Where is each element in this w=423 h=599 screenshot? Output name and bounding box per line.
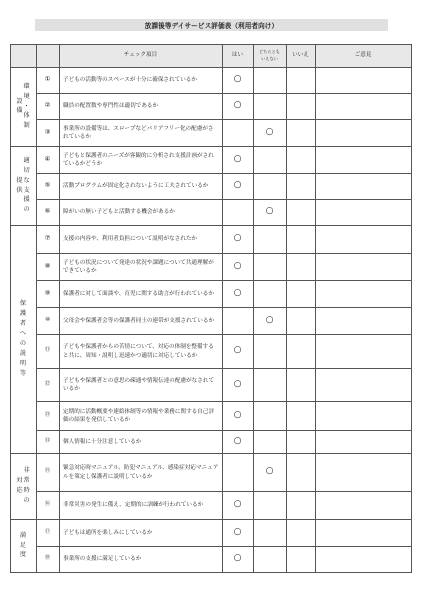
item-number: ③	[44, 127, 51, 136]
grid-line	[36, 368, 412, 369]
answer-yes-cell[interactable]	[222, 334, 253, 368]
answer-yes-cell[interactable]	[222, 146, 253, 173]
grid-line	[411, 44, 412, 573]
item-number: ⑪	[44, 347, 51, 354]
item-number: ④	[44, 154, 51, 163]
comment-cell[interactable]	[315, 519, 411, 546]
check-item-text: 事業所の設備等は、スロープなどバリアフリー化の配慮がされているか	[63, 125, 214, 140]
answer-neutral-cell[interactable]	[253, 491, 286, 519]
grid-line	[36, 199, 412, 200]
circle-mark-icon: ○	[265, 126, 274, 137]
grid-line	[10, 67, 412, 68]
answer-neutral-cell[interactable]	[253, 334, 286, 368]
grid-line	[36, 93, 412, 94]
category-sublabel: 適 切 な 支 援 の	[23, 156, 30, 214]
grid-line	[222, 44, 223, 573]
answer-no-cell[interactable]	[286, 491, 315, 519]
grid-line	[36, 119, 412, 120]
answer-no-cell[interactable]	[286, 93, 315, 119]
grid-line	[36, 307, 412, 308]
check-item-text: 子どもの活動等のスペースが十分に確保されているか	[63, 77, 197, 84]
comment-cell[interactable]	[315, 280, 411, 307]
comment-cell[interactable]	[315, 199, 411, 225]
answer-neutral-cell[interactable]	[253, 146, 286, 173]
check-item-text: 職員の配置数や専門性は適切であるか	[63, 103, 159, 110]
grid-line	[10, 44, 412, 45]
circle-mark-icon: ○	[233, 526, 242, 537]
circle-mark-icon: ○	[233, 233, 242, 244]
grid-line	[36, 253, 412, 254]
circle-mark-icon: ○	[233, 499, 242, 510]
grid-line	[10, 519, 412, 520]
answer-neutral-cell[interactable]	[253, 519, 286, 546]
answer-neutral-cell[interactable]	[253, 199, 286, 225]
answer-yes-cell[interactable]	[222, 546, 253, 572]
circle-mark-icon: ○	[233, 435, 242, 446]
check-item-text: 子どもの状況について発達の状況や課題について共通理解ができているか	[63, 259, 214, 274]
grid-line	[36, 280, 412, 281]
circle-mark-icon: ○	[233, 153, 242, 164]
answer-no-cell[interactable]	[286, 430, 315, 453]
comment-cell[interactable]	[315, 401, 411, 430]
circle-mark-icon: ○	[265, 206, 274, 217]
circle-mark-icon: ○	[233, 345, 242, 356]
category-label: 設 備	[16, 97, 23, 115]
comment-cell[interactable]	[315, 67, 411, 93]
check-item-text: 非常災害の発生に備え、定期的に訓練が行われているか	[63, 502, 204, 509]
answer-neutral-cell[interactable]	[253, 430, 286, 453]
grid-line	[36, 430, 412, 431]
grid-line	[10, 453, 412, 454]
comment-cell[interactable]	[315, 453, 411, 491]
comment-cell[interactable]	[315, 368, 411, 401]
item-number: ②	[44, 101, 51, 110]
circle-mark-icon: ○	[233, 180, 242, 191]
answer-yes-cell[interactable]	[222, 453, 253, 491]
grid-line	[59, 44, 60, 573]
category-cell	[10, 519, 36, 572]
item-number: ⑬	[44, 411, 51, 418]
answer-yes-cell[interactable]	[222, 401, 253, 430]
grid-line	[10, 146, 412, 147]
category-label: 満 足 度	[19, 531, 27, 559]
grid-line	[286, 44, 287, 573]
category-label: 提 供	[16, 176, 23, 194]
check-item-text: 定期的に活動概要や連絡体制等の情報や業務に関する自己評価の結果を発信しているか	[63, 408, 215, 423]
answer-no-cell[interactable]	[286, 146, 315, 173]
answer-neutral-cell[interactable]	[253, 307, 286, 334]
grid-line	[36, 491, 412, 492]
circle-mark-icon: ○	[233, 260, 242, 271]
category-label: 保 護 者 へ の 説 明 等	[19, 300, 27, 377]
check-item-text: 緊急対応時マニュアル、防犯マニュアル、感染症対応マニュアルを策定し保護者に説明しているか	[63, 465, 219, 480]
circle-mark-icon: ○	[233, 287, 242, 298]
comment-cell[interactable]	[315, 119, 411, 146]
check-item-text: 子どもや保護者との意思の疎通や情報伝達の配慮がなされているか	[63, 377, 215, 392]
answer-yes-cell[interactable]	[222, 280, 253, 307]
grid-line	[36, 44, 37, 573]
answer-no-cell[interactable]	[286, 199, 315, 225]
title-text: 放課後等デイサービス評価表（利用者向け）	[35, 19, 388, 31]
category-cell	[10, 67, 36, 146]
item-number: ⑥	[44, 207, 51, 216]
check-item-text: 障がいの無い子どもと活動する機会があるか	[63, 209, 175, 216]
item-number: ⑰	[44, 528, 51, 535]
check-item-text: 事業所の支援に満足しているか	[63, 556, 142, 563]
circle-mark-icon: ○	[233, 100, 242, 111]
comment-cell[interactable]	[315, 93, 411, 119]
comment-cell[interactable]	[315, 491, 411, 519]
item-number: ⑨	[44, 288, 51, 297]
header-yes: はい	[222, 44, 253, 67]
category-sublabel: 非 常 時 の	[23, 467, 30, 504]
check-item-text: 子どもは通所を楽しみにしているか	[63, 529, 153, 536]
circle-mark-icon: ○	[233, 74, 242, 85]
answer-neutral-cell[interactable]	[253, 173, 286, 199]
category-cell	[10, 225, 36, 453]
check-item-text: 保護者に対して面談や、育児に関する助言が行われているか	[63, 290, 214, 297]
answer-neutral-cell[interactable]	[253, 67, 286, 93]
answer-yes-cell[interactable]	[222, 491, 253, 519]
answer-no-cell[interactable]	[286, 519, 315, 546]
comment-cell[interactable]	[315, 307, 411, 334]
answer-yes-cell[interactable]	[222, 93, 253, 119]
answer-no-cell[interactable]	[286, 225, 315, 253]
answer-neutral-cell[interactable]	[253, 225, 286, 253]
grid-line	[36, 401, 412, 402]
answer-no-cell[interactable]	[286, 453, 315, 491]
comment-cell[interactable]	[315, 546, 411, 572]
category-label: 対 応	[16, 477, 23, 494]
answer-neutral-cell[interactable]	[253, 253, 286, 280]
item-number: ⑧	[44, 261, 51, 270]
header-comment: ご意見	[315, 44, 411, 67]
answer-yes-cell[interactable]	[222, 67, 253, 93]
circle-mark-icon: ○	[233, 553, 242, 564]
answer-no-cell[interactable]	[286, 67, 315, 93]
comment-cell[interactable]	[315, 430, 411, 453]
answer-yes-cell[interactable]	[222, 519, 253, 546]
answer-no-cell[interactable]	[286, 253, 315, 280]
circle-mark-icon: ○	[265, 466, 274, 477]
answer-yes-cell[interactable]	[222, 430, 253, 453]
answer-neutral-cell[interactable]	[253, 93, 286, 119]
item-number: ⑭	[44, 437, 51, 444]
answer-yes-cell[interactable]	[222, 119, 253, 146]
grid-line	[10, 572, 412, 573]
answer-no-cell[interactable]	[286, 280, 315, 307]
comment-cell[interactable]	[315, 225, 411, 253]
answer-yes-cell[interactable]	[222, 173, 253, 199]
header-blank-cell	[10, 44, 59, 67]
check-item-text: 父母会や保護者会等の保護者同士の連帯が支援されているか	[63, 317, 215, 324]
check-item-text: 子どもと保護者のニーズが客観的に分析され支援計画がされているかどうか	[63, 152, 214, 167]
answer-yes-cell[interactable]	[222, 253, 253, 280]
grid-line	[36, 173, 412, 174]
answer-neutral-cell[interactable]	[253, 368, 286, 401]
item-number: ⑩	[45, 316, 50, 323]
answer-no-cell[interactable]	[286, 307, 315, 334]
header-no: いいえ	[286, 44, 315, 67]
item-number: ⑦	[44, 234, 51, 243]
grid-line	[36, 334, 412, 335]
category-cell	[10, 453, 36, 519]
answer-neutral-cell[interactable]	[253, 453, 286, 491]
item-number: ⑯	[44, 501, 51, 508]
check-item-text: 活動プログラムが固定化されないように工夫されているか	[63, 183, 209, 190]
check-item-text: 子どもや保護者からの苦情について、対応の体制を整備すると共に、周知・説明し迅速かつ適切に対応しているか	[63, 344, 214, 359]
check-item-text: 個人情報に十分注意しているか	[63, 438, 142, 445]
answer-neutral-cell[interactable]	[253, 401, 286, 430]
comment-cell[interactable]	[315, 253, 411, 280]
grid-line	[10, 44, 11, 573]
answer-no-cell[interactable]	[286, 173, 315, 199]
header-neutral: どちらとも いえない	[253, 44, 286, 67]
comment-cell[interactable]	[315, 173, 411, 199]
answer-yes-cell[interactable]	[222, 225, 253, 253]
comment-cell[interactable]	[315, 334, 411, 368]
grid-line	[36, 546, 412, 547]
answer-yes-cell[interactable]	[222, 368, 253, 401]
category-cell	[10, 146, 36, 225]
item-number: ⑱	[44, 555, 51, 562]
answer-yes-cell[interactable]	[222, 307, 253, 334]
answer-no-cell[interactable]	[286, 546, 315, 572]
category-sublabel: 環 境 ・ 体 制	[23, 82, 30, 130]
answer-neutral-cell[interactable]	[253, 280, 286, 307]
answer-no-cell[interactable]	[286, 368, 315, 401]
grid-line	[253, 44, 254, 573]
item-number: ⑫	[44, 380, 51, 387]
comment-cell[interactable]	[315, 146, 411, 173]
grid-line	[10, 225, 412, 226]
item-number: ⑮	[44, 468, 51, 475]
grid-line	[315, 44, 316, 573]
answer-no-cell[interactable]	[286, 334, 315, 368]
answer-neutral-cell[interactable]	[253, 546, 286, 572]
item-number: ①	[44, 75, 51, 84]
answer-neutral-cell[interactable]	[253, 119, 286, 146]
answer-no-cell[interactable]	[286, 119, 315, 146]
item-number: ⑤	[44, 181, 51, 190]
circle-mark-icon: ○	[233, 409, 242, 420]
circle-mark-icon: ○	[233, 378, 242, 389]
header-check-item: チェック項目	[59, 44, 222, 67]
answer-no-cell[interactable]	[286, 401, 315, 430]
circle-mark-icon: ○	[265, 314, 274, 325]
answer-yes-cell[interactable]	[222, 199, 253, 225]
check-item-text: 支援の内容や、利用者負担について説明がなされたか	[63, 236, 198, 243]
